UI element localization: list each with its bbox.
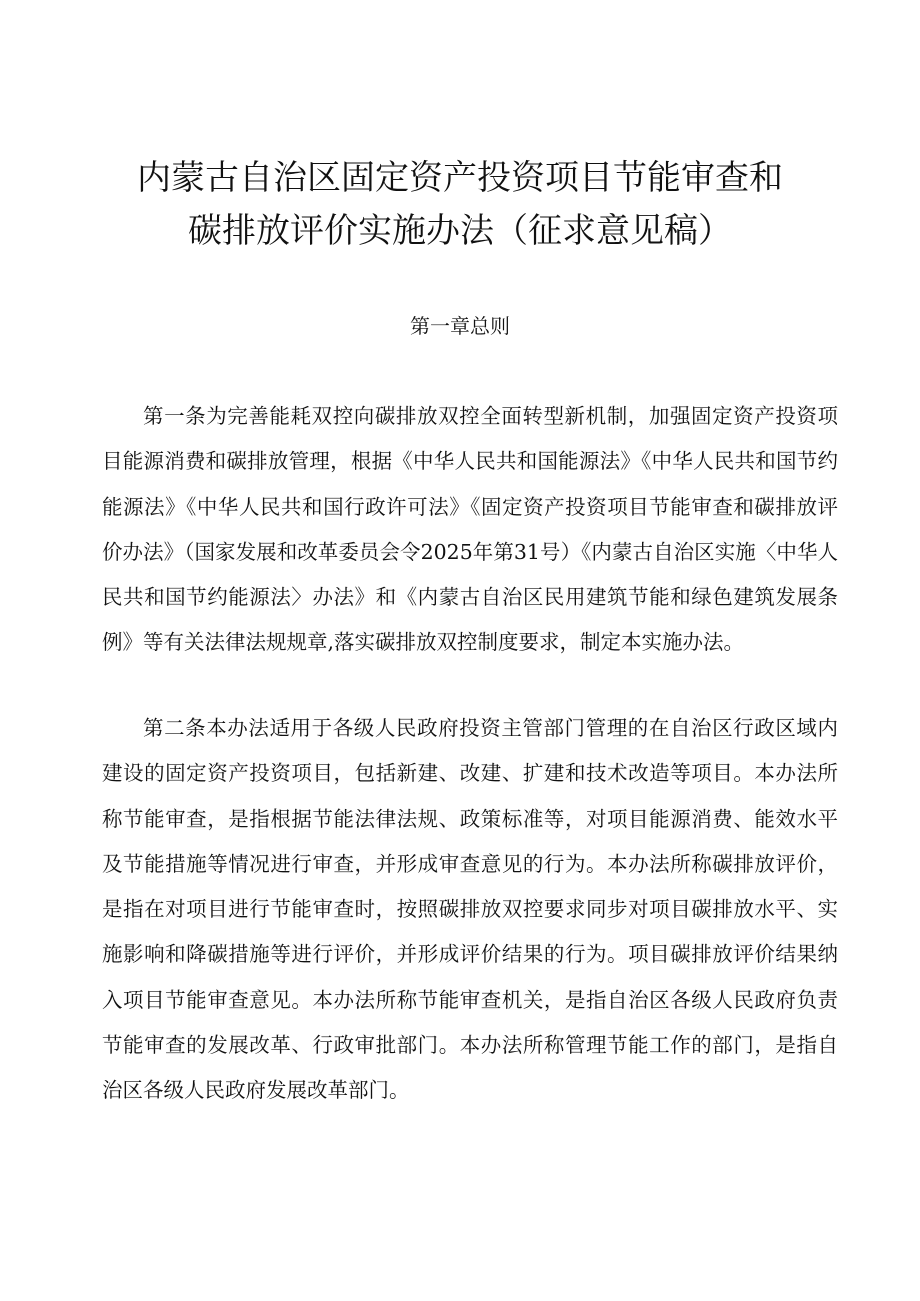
article-2-paragraph: 第二条本办法适用于各级人民政府投资主管部门管理的在自治区行政区域内建设的固定资产投资项目，包括新建、改建、扩建和技术改造等项目。本办法所称节能审查，是指根据节能法律法规、政策标准等，对项目能源消费、能效水平及节能措施等情况进行审查，并形成审查意见的行为。本办法所称碳排放评价，是指在对项目进行节能审查时，按照碳排放双控要求同步对项目碳排放水平、实施影响和降碳措施等进行评价，并形成评价结果的行为。项目碳排放评价结果纳入项目节能审查意见。本办法所称节能审查机关，是指自治区各级人民政府负责节能审查的发展改革、行政审批部门。本办法所称管理节能工作的部门，是指自治区各级人民政府发展改革部门。 bbox=[102, 716, 838, 1103]
document-title-line-2: 碳排放评价实施办法（征求意见稿） bbox=[188, 211, 732, 251]
document-title bbox=[0, 152, 920, 258]
document-title-line-1: 内蒙古自治区固定资产投资项目节能审查和 bbox=[137, 158, 783, 198]
article-1-paragraph: 第一条为完善能耗双控向碳排放双控全面转型新机制，加强固定资产投资项目能源消费和碳排放管理，根据《中华人民共和国能源法》《中华人民共和国节约能源法》《中华人民共和国行政许可法》《固定资产投资项目节能审查和碳排放评价办法》（国家发展和改革委员会令2025年第31号）《内蒙古自治区实施〈中华人民共和国节约能源法〉办法》和《内蒙古自治区民用建筑节能和绿色建筑发展条例》等有关法律法规规章,落实碳排放双控制度要求，制定本实施办法。 bbox=[102, 404, 838, 655]
chapter-heading: 第一章总则 bbox=[410, 314, 510, 338]
